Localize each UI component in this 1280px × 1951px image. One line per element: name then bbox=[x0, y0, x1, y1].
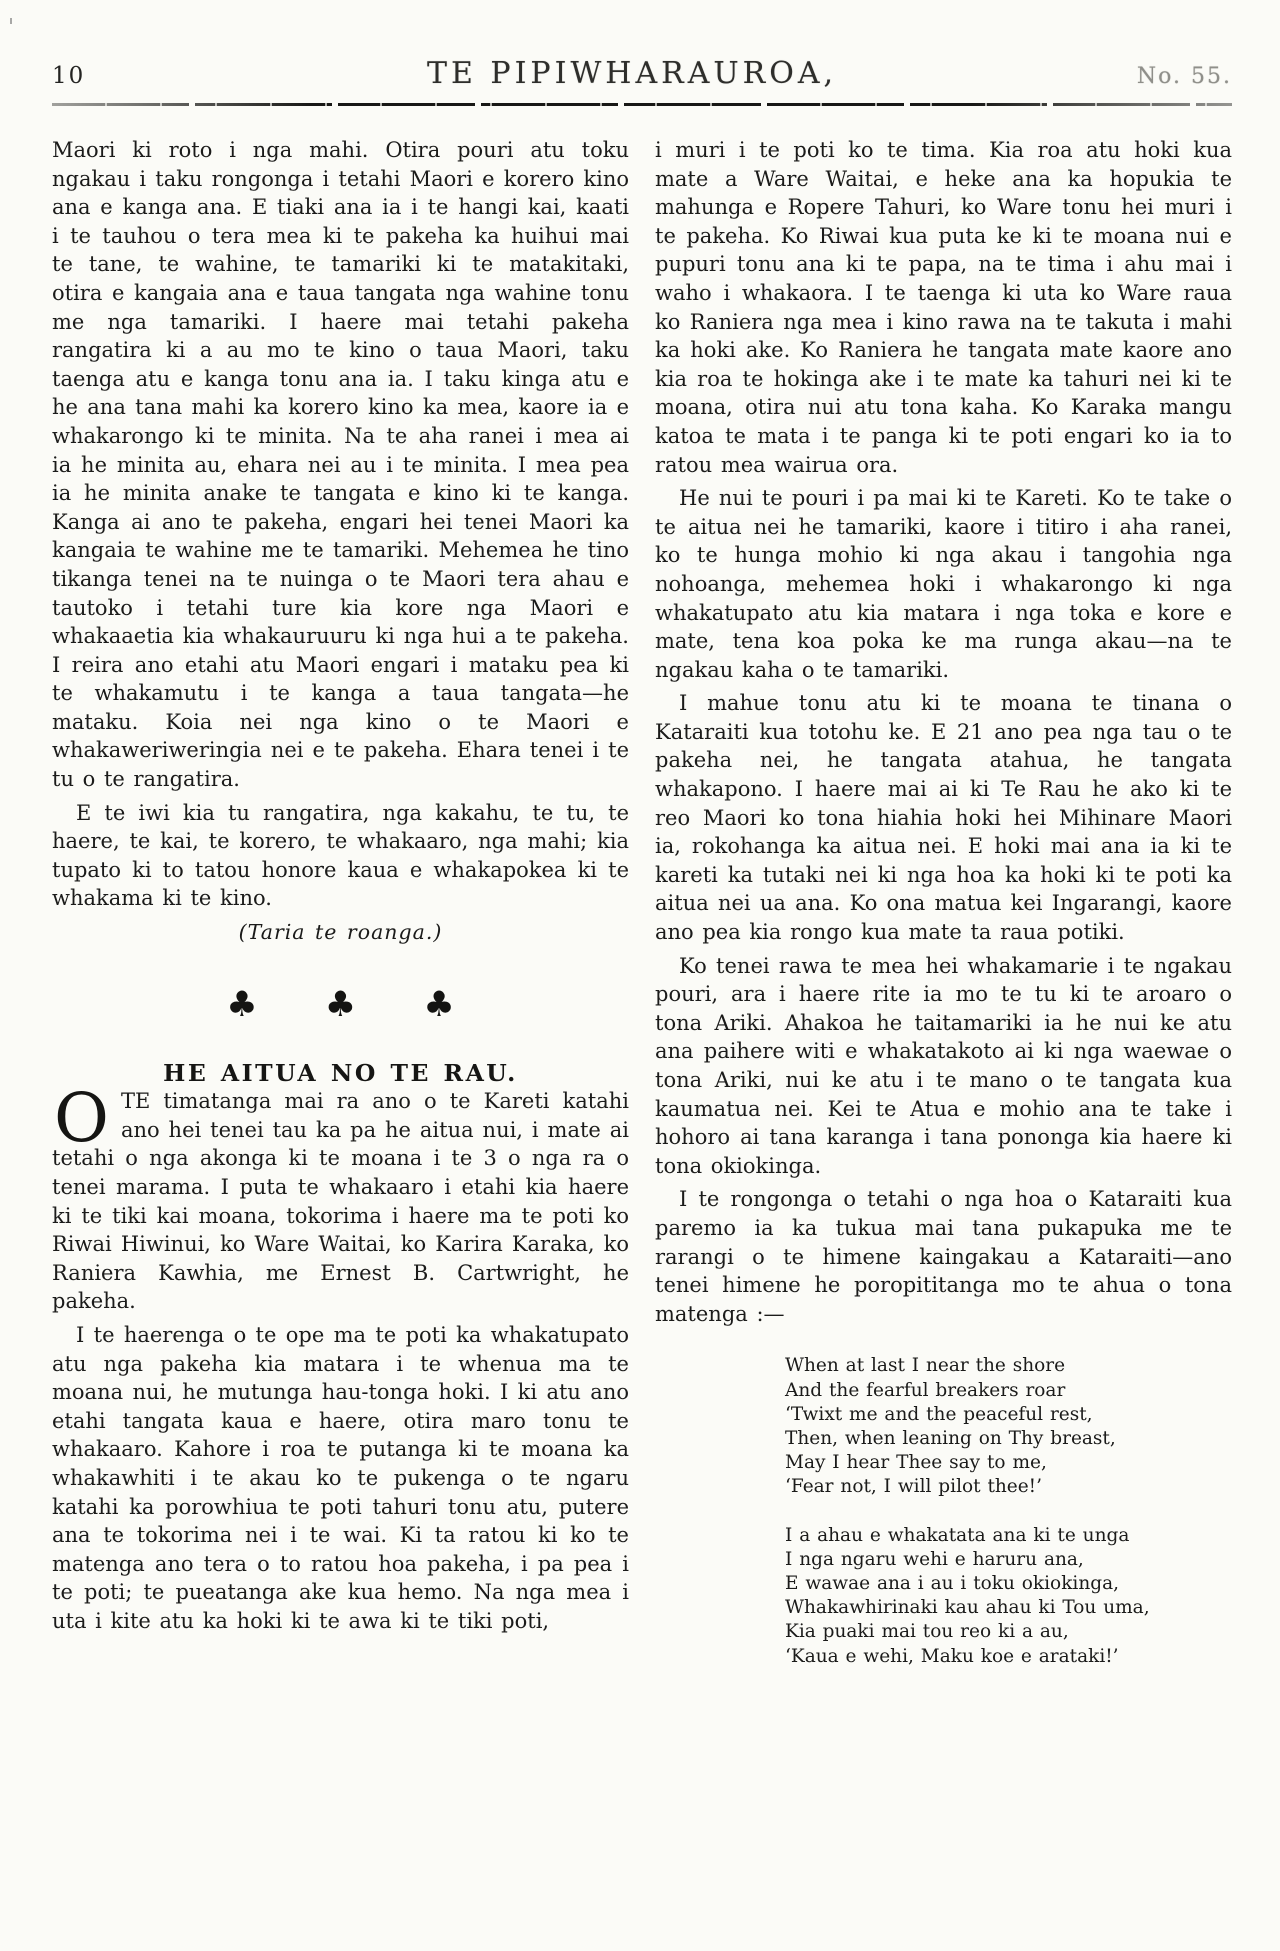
hymn-line: When at last I near the shore bbox=[785, 1355, 1066, 1377]
body-paragraph: i muri i te poti ko te tima. Kia roa atu hoki kua mate a Ware Waitai, e heke ana ka hopukia te mahunga e Ropere Tahuri, ko Ware tonu hei muri i te pakeha. Ko Riwai kua puta ke ki te moana nui e pupuri tonu ana ki te papa, na te tima i ahu mai i waho i whakaora. I te taenga ki uta ko Ware raua ko Raniera nga mea i kino rawa na te takuta i mahi ka hoki ake. Ko Raniera he tangata mate kaore ano kia roa te hokinga ake i te mate ka tahuri nei ki te moana, otira nui atu tona kaha. Ko Karaka mangu katoa te mata i te panga ki te poti engari ko ia to ratou mea wairua ora. bbox=[655, 138, 1232, 477]
club-icon: ♣ bbox=[423, 984, 455, 1025]
body-paragraph: Ko tenei rawa te mea hei whakamarie i te ngakau pouri, ara i haere rite ia mo te tu ki te aroaro o tona Ariki. Ahakoa he taitamariki ia he nui ke atu ana paihere witi e whakatakoto ai ki nga waewae o tona Ariki, nui ke atu i te mano o te tangata kua kaumatua nei. Kei te Atua e mohio ana te take i hohoro ai tana karanga i tana pononga kia haere ki tona okiokinga. bbox=[655, 953, 1232, 1178]
hymn-verse-english bbox=[785, 1354, 1232, 1499]
page-number: 10 bbox=[52, 63, 86, 89]
issue-number: No. 55. bbox=[1136, 64, 1232, 89]
body-paragraph: I mahue tonu atu ki te moana te tinana o Kataraiti kua totohu ke. E 21 ano pea nga tau o te pakeha nei, he tangata atahua, he tangata whakapono. I haere mai ai ki Te Rau he ako ki te reo Maori ko tona hiahia hoki hei Mihinare Maori ia, rokohanga ka aitua nei. E hoki mai ana ia ki te kareti ka tutaki nei ki nga hoa ka hoki ki te poti ka aitua nei ua ana. Ko ona matua kei Ingarangi, kaore ano pea kia rongo kua mate ta raua potiki. bbox=[655, 691, 1232, 945]
article-heading: HE AITUA NO TE RAU. bbox=[163, 1058, 518, 1087]
hymn-line: May I hear Thee say to me, bbox=[785, 1452, 1047, 1474]
hymn-verse-maori bbox=[785, 1524, 1232, 1669]
paper-title: TE PIPIWHARAUROA, bbox=[426, 56, 838, 91]
paragraph-text: TE timatanga mai ra ano o te Kareti katahi ano hei tenei tau ka pa he aitua nui, i mate ai tetahi o nga akonga ki te moana i te 3 o nga ra o tenei marama. I puta te whakaaro i etahi kia haere ki te tiki kai moana, tokorima i haere ma te poti ko Riwai Hiwinui, ko Ware Waitai, ko Karira Karaka, ko Raniera Kawhia, me Ernest B. Cartwright, he pakeha. bbox=[52, 1089, 629, 1314]
continuation-note: (Taria te roanga.) bbox=[238, 920, 443, 945]
hymn-line: Whakawhirinaki kau ahau ki Tou uma, bbox=[785, 1597, 1150, 1619]
body-paragraph: I te rongonga o tetahi o nga hoa o Kataraiti kua paremo ia ka tukua mai tana pukapuka me te rarangi o te himene kaingakau a Kataraiti—ano tenei himene he poropititanga mo te ahua o tona matenga :— bbox=[655, 1187, 1232, 1326]
hymn-line: And the fearful breakers roar bbox=[785, 1379, 1066, 1401]
hymn-line: Then, when leaning on Thy breast, bbox=[785, 1427, 1116, 1449]
scan-speckle bbox=[10, 18, 12, 24]
body-paragraph: Maori ki roto i nga mahi. Otira pouri atu toku ngakau i taku rongonga i tetahi Maori e korero kino ana e kanga ana. E tiaki ana ia i te hangi kai, kaati i te tauhou o tera mea ki te pakeha ka huihui mai te tane, te wahine, te tamariki ki te matakitaki, otira e kangaia ana e taua tangata nga wahine tonu me nga tamariki. I haere mai tetahi pakeha rangatira ki a au mo te kino o taua Maori, taku taenga atu e kanga tonu ana ia. I taku kinga atu e he ana tana mahi ka korero kino ka mea, kaore ia e whakarongo ki te minita. Na te aha ranei i mea ai ia he minita au, ehara nei au i te minita. I mea pea ia he minita anake te tangata e kino ki te kanga. Kanga ai ano te pakeha, engari hei tenei Maori ka kangaia te wahine me te tamariki. Mehemea he tino tikanga tenei na te nuinga o te Maori tera ahau e tautoko i tetahi ture kia kore nga Maori e whakaaetia kia whakauruuru ki nga hui a te pakeha. I reira ano etahi atu Maori engari i mataku pea ki te whakamutu i te kanga a taua tangata—he mataku. Koia nei nga kino o te Maori e whakaweriweringia nei e te pakeha. Ehara tenei i te tu o te rangatira. bbox=[52, 138, 629, 792]
hymn-line: I a ahau e whakatata ana ki te unga bbox=[785, 1524, 1130, 1546]
drop-cap-letter: O bbox=[54, 1079, 109, 1158]
right-column bbox=[655, 136, 1232, 1669]
masthead bbox=[52, 56, 1232, 91]
left-column bbox=[52, 136, 629, 1669]
hymn-line: I nga ngaru wehi e haruru ana, bbox=[785, 1548, 1084, 1570]
text-columns bbox=[52, 136, 1232, 1669]
hymn-line: ‘Kaua e wehi, Maku koe e arataki!’ bbox=[785, 1645, 1119, 1667]
hymn-line: Kia puaki mai tou reo ki a au, bbox=[785, 1621, 1069, 1643]
hymn-line: E wawae ana i au i toku okiokinga, bbox=[785, 1572, 1119, 1594]
body-paragraph: E te iwi kia tu rangatira, nga kakahu, te tu, te haere, te kai, te korero, te whakaaro, nga mahi; kia tupato ki to tatou honore kaua e whakapokea ki te whakama ki te kino. bbox=[52, 800, 629, 911]
body-paragraph: He nui te pouri i pa mai ki te Kareti. Ko te take o te aitua nei he tamariki, kaore i titiro i aha ranei, ko te hunga mohio ki nga akau i tangohia nga nohoanga, mehemea hoki i whakarongo ki nga whakatupato atu kia matara i nga toka e kore e mate, tena koa poka ke ma runga akau—na te ngakau kaha o te tamariki. bbox=[655, 486, 1232, 682]
section-divider bbox=[52, 984, 629, 1025]
hymn-line: ‘Fear not, I will pilot thee!’ bbox=[785, 1476, 1042, 1498]
club-icon: ♣ bbox=[226, 984, 258, 1025]
header-rule bbox=[52, 103, 1232, 106]
body-paragraph-dropcap bbox=[52, 1079, 629, 1316]
hymn-line: ‘Twixt me and the peaceful rest, bbox=[785, 1403, 1093, 1425]
club-icon: ♣ bbox=[324, 984, 357, 1025]
body-paragraph: I te haerenga o te ope ma te poti ka whakatupato atu nga pakeha kia matara i te whenua ma te moana nui, he mutunga hau-tonga hoki. I ki atu ano etahi tangata kaua e haere, otira maro tonu te whakaaro. Kahore i roa te putanga ki te moana ka whakawhiti i te akau ko te pukenga o te ngaru katahi ka porowhiua te poti tahuri tonu atu, putere ana te tokorima nei i te wai. Ki ta ratou ki ko te matenga ano tera o to ratou hoa pakeha, i pa pea i te poti; te pueatanga ake kua hemo. Na nga mea i uta i kite atu ka hoki ki te awa ki te tiki poti, bbox=[52, 1322, 629, 1633]
